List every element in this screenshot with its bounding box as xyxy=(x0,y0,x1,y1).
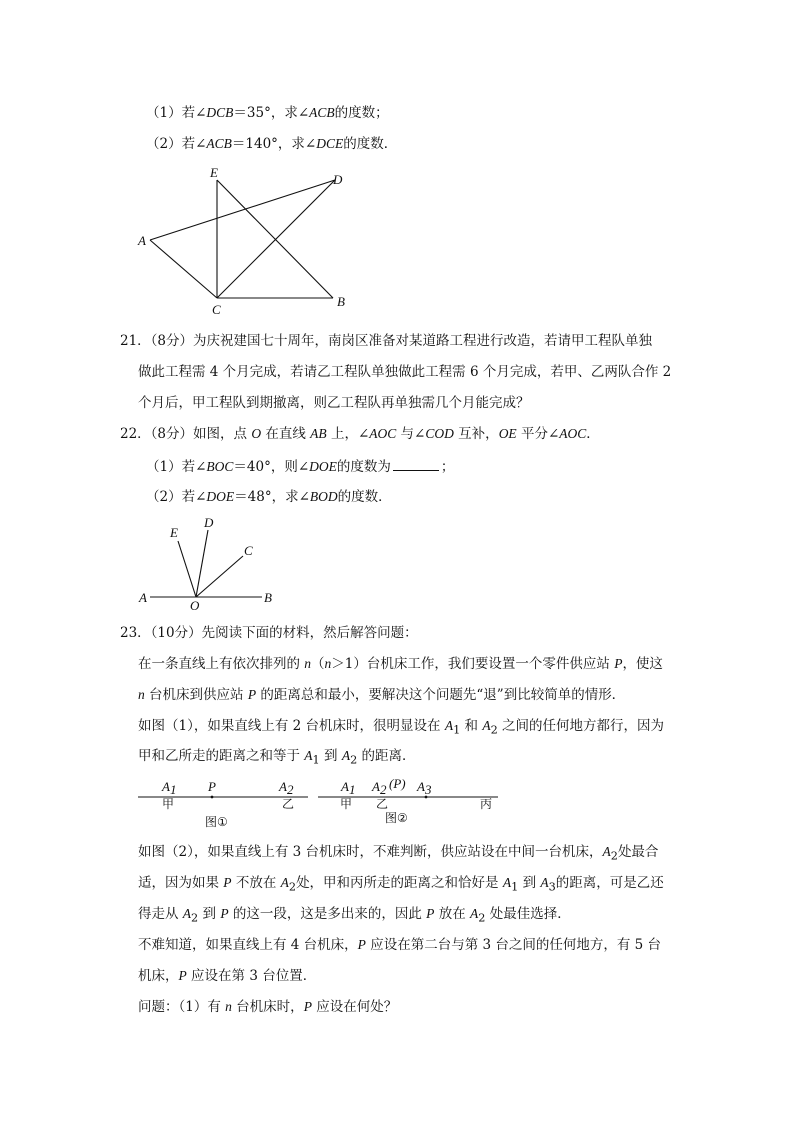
var: OE xyxy=(498,426,517,441)
var: n xyxy=(138,687,145,702)
fig1-label-jia: 甲 xyxy=(162,797,175,811)
q21-line2: 做此工程需 4 个月完成，若请乙工程队单独做此工程需 6 个月完成，若甲、乙两队合作 2 xyxy=(138,364,672,380)
var: AOC xyxy=(369,426,397,441)
text: 的距离，可是乙还 xyxy=(555,875,664,891)
label-B: B xyxy=(337,294,345,309)
q23-stem: 23．（10分）先阅读下面的材料，然后解答问题： xyxy=(120,625,418,641)
var: DOE xyxy=(206,489,235,504)
var: DOE xyxy=(309,459,337,474)
text: 的距离总和最小，要解决这个问题先“退”到比较简单的情形． xyxy=(256,687,626,703)
text: 到 xyxy=(518,875,541,891)
text: 不难知道，如果直线上有 4 台机床， xyxy=(138,937,358,953)
text: 的度数． xyxy=(343,136,398,152)
var: O xyxy=(251,426,262,441)
fig1-label-p: P xyxy=(208,779,216,794)
q21-line1: 21．（8分）为庆祝建国七十周年，南岗区准备对某道路工程进行改造，若请甲工程队单独 xyxy=(120,333,653,349)
subscript: 1 xyxy=(453,723,461,737)
text: 到 xyxy=(198,906,221,922)
var: A xyxy=(470,906,479,921)
label-E: E xyxy=(170,525,178,540)
var: P xyxy=(303,999,312,1014)
text: 在一条直线上有依次排列的 xyxy=(138,656,305,672)
text: 台机床到供应站 xyxy=(144,687,248,703)
label-D: D xyxy=(204,515,214,530)
fig2-label-p: (P) xyxy=(389,776,406,791)
fig2-caption: 图② xyxy=(385,811,408,825)
text: 处，甲和丙所走的距离之和恰好是 xyxy=(296,875,503,891)
text: 上，∠ xyxy=(326,426,370,442)
text: ＝140°，求∠ xyxy=(231,136,317,152)
fig2-label-yi: 乙 xyxy=(376,797,389,811)
label-B: B xyxy=(264,590,272,605)
label-D: D xyxy=(333,172,343,187)
text: ； xyxy=(440,459,455,475)
text: 不放在 xyxy=(231,875,281,891)
text: （1）若∠ xyxy=(146,105,207,121)
var: P xyxy=(223,875,232,890)
fig1-caption: 图① xyxy=(205,815,228,829)
var: A xyxy=(304,748,313,763)
text: 适，因为如果 xyxy=(138,875,224,891)
var: P xyxy=(614,656,623,671)
var: A xyxy=(444,718,454,733)
var: AOC xyxy=(559,426,587,441)
subscript: 2 xyxy=(350,753,358,767)
fig2-label-a2: A2 xyxy=(372,779,387,797)
var: DCE xyxy=(316,136,344,151)
fig1-label-yi: 乙 xyxy=(282,797,295,811)
text: 处最合 xyxy=(617,844,659,860)
subscript: 2 xyxy=(478,911,486,925)
text: （ xyxy=(311,656,325,672)
text: ＝40°，则∠ xyxy=(233,459,310,475)
var: n xyxy=(324,656,332,671)
fig2-label-bing: 丙 xyxy=(480,797,493,811)
var: A xyxy=(502,875,512,890)
text: 如图（1），如果直线上有 2 台机床时，很明显设在 xyxy=(138,718,445,734)
var: BOD xyxy=(309,489,338,504)
fig1-label-a1: A1 xyxy=(162,779,177,797)
text: ＝35°，求∠ xyxy=(233,105,310,121)
text: 的这一段，这是多出来的，因此 xyxy=(228,906,427,922)
text: （2）若∠ xyxy=(146,489,207,505)
var: n xyxy=(225,999,232,1014)
var: ACB xyxy=(309,105,335,120)
fig2-label-a1: A1 xyxy=(341,779,356,797)
q23-p4b xyxy=(138,966,316,986)
q23-question xyxy=(138,997,397,1017)
subscript: 2 xyxy=(490,723,498,737)
text: 甲和乙所走的距离之和等于 xyxy=(138,748,305,764)
text: 平分∠ xyxy=(516,426,560,442)
q21-line3: 个月后，甲工程队到期撤离，则乙工程队再单独需几个月能完成？ xyxy=(138,395,530,411)
var: DCB xyxy=(206,105,234,120)
var: A xyxy=(182,906,192,921)
subscript: 1 xyxy=(511,880,519,894)
text: ，使这 xyxy=(622,656,663,672)
text: 应设在何处？ xyxy=(311,999,398,1015)
text: 应设在第 3 台位置． xyxy=(186,968,317,984)
var: A xyxy=(341,748,351,763)
label-A: A xyxy=(139,590,147,605)
label-E: E xyxy=(210,165,218,180)
var: A xyxy=(602,844,611,859)
var: P xyxy=(220,906,229,921)
fig2-label-jia: 甲 xyxy=(340,797,353,811)
var: COD xyxy=(425,426,454,441)
fig2-label-a3: A3 xyxy=(417,779,432,797)
text: 处最佳选择． xyxy=(485,906,571,922)
subscript: 3 xyxy=(548,880,556,894)
subscript: 2 xyxy=(610,849,618,863)
label-O: O xyxy=(190,598,200,613)
label-C: C xyxy=(212,302,221,317)
subscript: 1 xyxy=(312,753,320,767)
text: 在直线 xyxy=(261,426,311,442)
fig1-label-a2: A2 xyxy=(279,779,294,797)
text: （2）若∠ xyxy=(146,136,207,152)
var: ACB xyxy=(206,136,232,151)
text: 与∠ xyxy=(396,426,426,442)
var: BOC xyxy=(206,459,234,474)
q23-p3c xyxy=(138,904,571,929)
q23-p4a xyxy=(138,935,661,955)
var: n xyxy=(304,656,312,671)
text: （1）若∠ xyxy=(146,459,207,475)
var: P xyxy=(426,906,435,921)
text: ＞1）台机床工作，我们要设置一个零件供应站 xyxy=(331,656,615,672)
text: 的度数为 xyxy=(336,459,391,475)
subscript: 2 xyxy=(191,911,199,925)
label-C: C xyxy=(244,543,253,558)
text: 的度数； xyxy=(334,105,389,121)
text: 机床， xyxy=(138,968,179,984)
text: 的距离． xyxy=(357,748,416,764)
var: A xyxy=(482,718,491,733)
text: 台机床时， xyxy=(231,999,304,1015)
text: 放在 xyxy=(434,906,470,922)
var: A xyxy=(540,875,549,890)
text: ＝48°，求∠ xyxy=(234,489,310,505)
q23-p3a xyxy=(138,842,658,867)
label-A: A xyxy=(138,233,146,248)
text: 互补， xyxy=(453,426,499,442)
text: ． xyxy=(586,426,600,442)
text: 应设在第二台与第 3 台之间的任何地方，有 5 台 xyxy=(365,937,662,953)
var: P xyxy=(178,968,187,983)
text: 之间的任何地方都行，因为 xyxy=(497,718,665,734)
subscript: 2 xyxy=(288,880,297,894)
text: 得走从 xyxy=(138,906,183,922)
var: P xyxy=(357,937,366,952)
var: P xyxy=(247,687,257,702)
var: AB xyxy=(310,426,327,441)
text: 和 xyxy=(460,718,483,734)
text: 到 xyxy=(319,748,342,764)
fig1-point-p xyxy=(211,796,214,799)
text: 的度数． xyxy=(337,489,392,505)
text: 22．（8分）如图，点 xyxy=(120,426,252,442)
q23-p3b xyxy=(138,873,664,898)
text: 问题：（1）有 xyxy=(138,999,226,1015)
text: 如图（2），如果直线上有 3 台机床时，不难判断，供应站设在中间一台机床， xyxy=(138,844,603,860)
var: A xyxy=(280,875,289,890)
